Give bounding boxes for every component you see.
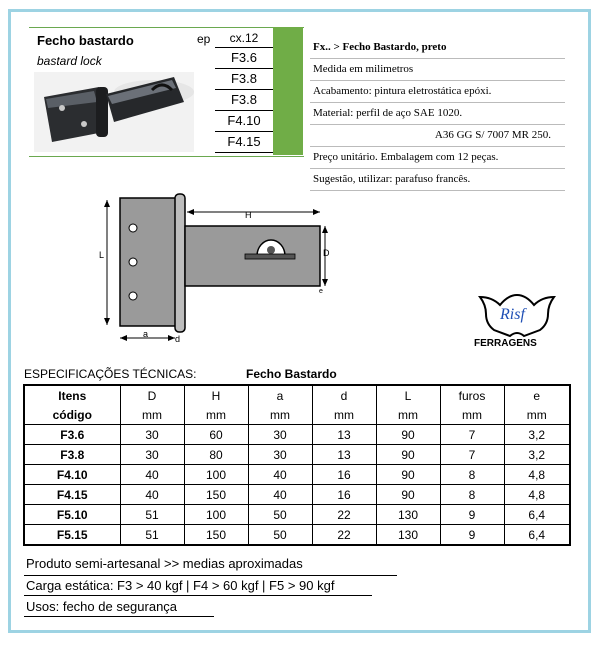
table-row	[24, 505, 570, 525]
description-line: Material: perfil de aço SAE 1020.	[310, 103, 565, 125]
note-load: Carga estática: F3 > 40 kgf | F4 > 60 kgf | F5 > 90 kgf	[26, 578, 335, 593]
item-code-cell: F3.8	[24, 445, 120, 465]
product-code: F3.8	[215, 90, 273, 111]
label-l: L	[99, 250, 105, 260]
product-code: F4.10	[215, 111, 273, 132]
spec-value-cell: 6,4	[504, 525, 570, 546]
column-header: L	[376, 385, 440, 405]
spec-value-cell: 90	[376, 425, 440, 445]
product-code: F3.6	[215, 48, 273, 69]
spec-value-cell: 40	[248, 485, 312, 505]
product-code: F4.15	[215, 132, 273, 153]
spec-value-cell: 8	[440, 465, 504, 485]
spec-value-cell: 90	[376, 485, 440, 505]
description-line: Preço unitário. Embalagem com 12 peças.	[310, 147, 565, 169]
spec-value-cell: 130	[376, 525, 440, 546]
spec-value-cell: 30	[248, 445, 312, 465]
spec-value-cell: 51	[120, 505, 184, 525]
column-header: a	[248, 385, 312, 405]
unit-cell: mm	[440, 405, 504, 425]
unit-cell: mm	[504, 405, 570, 425]
table-row	[24, 445, 570, 465]
spec-value-cell: 40	[120, 465, 184, 485]
unit-cell: mm	[376, 405, 440, 425]
spec-value-cell: 40	[248, 465, 312, 485]
description-title: Fx.. > Fecho Bastardo, preto	[310, 37, 565, 59]
pack-label: cx.12	[215, 31, 273, 48]
note-artisanal: Produto semi-artesanal >> medias aproximadas	[26, 556, 303, 571]
item-code-cell: F4.15	[24, 485, 120, 505]
spec-value-cell: 4,8	[504, 465, 570, 485]
item-code-cell: F3.6	[24, 425, 120, 445]
spec-value-cell: 150	[184, 485, 248, 505]
spec-value-cell: 22	[312, 525, 376, 546]
spec-value-cell: 9	[440, 525, 504, 546]
accent-bar	[273, 27, 303, 155]
table-header-row	[24, 385, 570, 405]
note-underline	[24, 575, 397, 576]
unit-cell: mm	[248, 405, 312, 425]
spec-value-cell: 16	[312, 485, 376, 505]
spec-value-cell: 22	[312, 505, 376, 525]
label-d-small: d	[175, 334, 181, 344]
spec-value-cell: 7	[440, 445, 504, 465]
table-row	[24, 425, 570, 445]
spec-value-cell: 13	[312, 425, 376, 445]
table-row	[24, 485, 570, 505]
spec-value-cell: 4,8	[504, 485, 570, 505]
spec-value-cell: 51	[120, 525, 184, 546]
spec-value-cell: 3,2	[504, 425, 570, 445]
column-header: D	[120, 385, 184, 405]
specs-product-name: Fecho Bastardo	[246, 367, 337, 381]
spec-value-cell: 16	[312, 465, 376, 485]
label-h: H	[245, 210, 252, 220]
unit-cell: código	[24, 405, 120, 425]
spec-value-cell: 100	[184, 505, 248, 525]
specs-header: ESPECIFICAÇÕES TÉCNICAS:	[24, 367, 197, 381]
product-photo	[34, 72, 194, 152]
product-subtitle: bastard lock	[37, 54, 102, 68]
spec-value-cell: 30	[248, 425, 312, 445]
description-line: Acabamento: pintura eletrostática epóxi.	[310, 81, 565, 103]
label-a: a	[143, 329, 149, 339]
product-ep-label: ep	[197, 32, 211, 46]
table-row	[24, 525, 570, 546]
table-row	[24, 465, 570, 485]
spec-value-cell: 6,4	[504, 505, 570, 525]
spec-value-cell: 40	[120, 485, 184, 505]
spec-value-cell: 80	[184, 445, 248, 465]
column-header: H	[184, 385, 248, 405]
column-header: e	[504, 385, 570, 405]
spec-value-cell: 130	[376, 505, 440, 525]
spec-value-cell: 150	[184, 525, 248, 546]
note-usage: Usos: fecho de segurança	[26, 599, 178, 614]
logo-name: FERRAGENS	[474, 338, 537, 349]
note-underline	[24, 595, 372, 596]
description-line: Medida em milimetros	[310, 59, 565, 81]
spec-value-cell: 8	[440, 485, 504, 505]
product-code: F3.8	[215, 69, 273, 90]
spec-value-cell: 100	[184, 465, 248, 485]
spec-value-cell: 50	[248, 505, 312, 525]
technical-drawing	[95, 190, 340, 345]
spec-value-cell: 7	[440, 425, 504, 445]
item-code-cell: F5.10	[24, 505, 120, 525]
spec-value-cell: 90	[376, 445, 440, 465]
label-d: D	[323, 248, 330, 258]
specs-table	[23, 384, 571, 546]
description-line: Sugestão, utilizar: parafuso francês.	[310, 169, 565, 191]
spec-value-cell: 3,2	[504, 445, 570, 465]
brand-logo	[470, 289, 565, 349]
unit-cell: mm	[312, 405, 376, 425]
table-unit-row	[24, 405, 570, 425]
item-code-cell: F5.15	[24, 525, 120, 546]
unit-cell: mm	[120, 405, 184, 425]
note-underline	[24, 616, 214, 617]
logo-script: Risf	[500, 306, 525, 323]
column-header: Itens	[24, 385, 120, 405]
description-line: A36 GG S/ 7007 MR 250.	[310, 125, 565, 147]
spec-value-cell: 50	[248, 525, 312, 546]
column-header: d	[312, 385, 376, 405]
label-e: e	[319, 288, 323, 295]
unit-cell: mm	[184, 405, 248, 425]
description-block	[310, 37, 565, 191]
product-code-list	[215, 31, 273, 153]
spec-value-cell: 9	[440, 505, 504, 525]
spec-value-cell: 60	[184, 425, 248, 445]
item-code-cell: F4.10	[24, 465, 120, 485]
spec-value-cell: 90	[376, 465, 440, 485]
spec-value-cell: 30	[120, 425, 184, 445]
spec-value-cell: 13	[312, 445, 376, 465]
column-header: furos	[440, 385, 504, 405]
spec-value-cell: 30	[120, 445, 184, 465]
product-title: Fecho bastardo	[37, 33, 134, 48]
